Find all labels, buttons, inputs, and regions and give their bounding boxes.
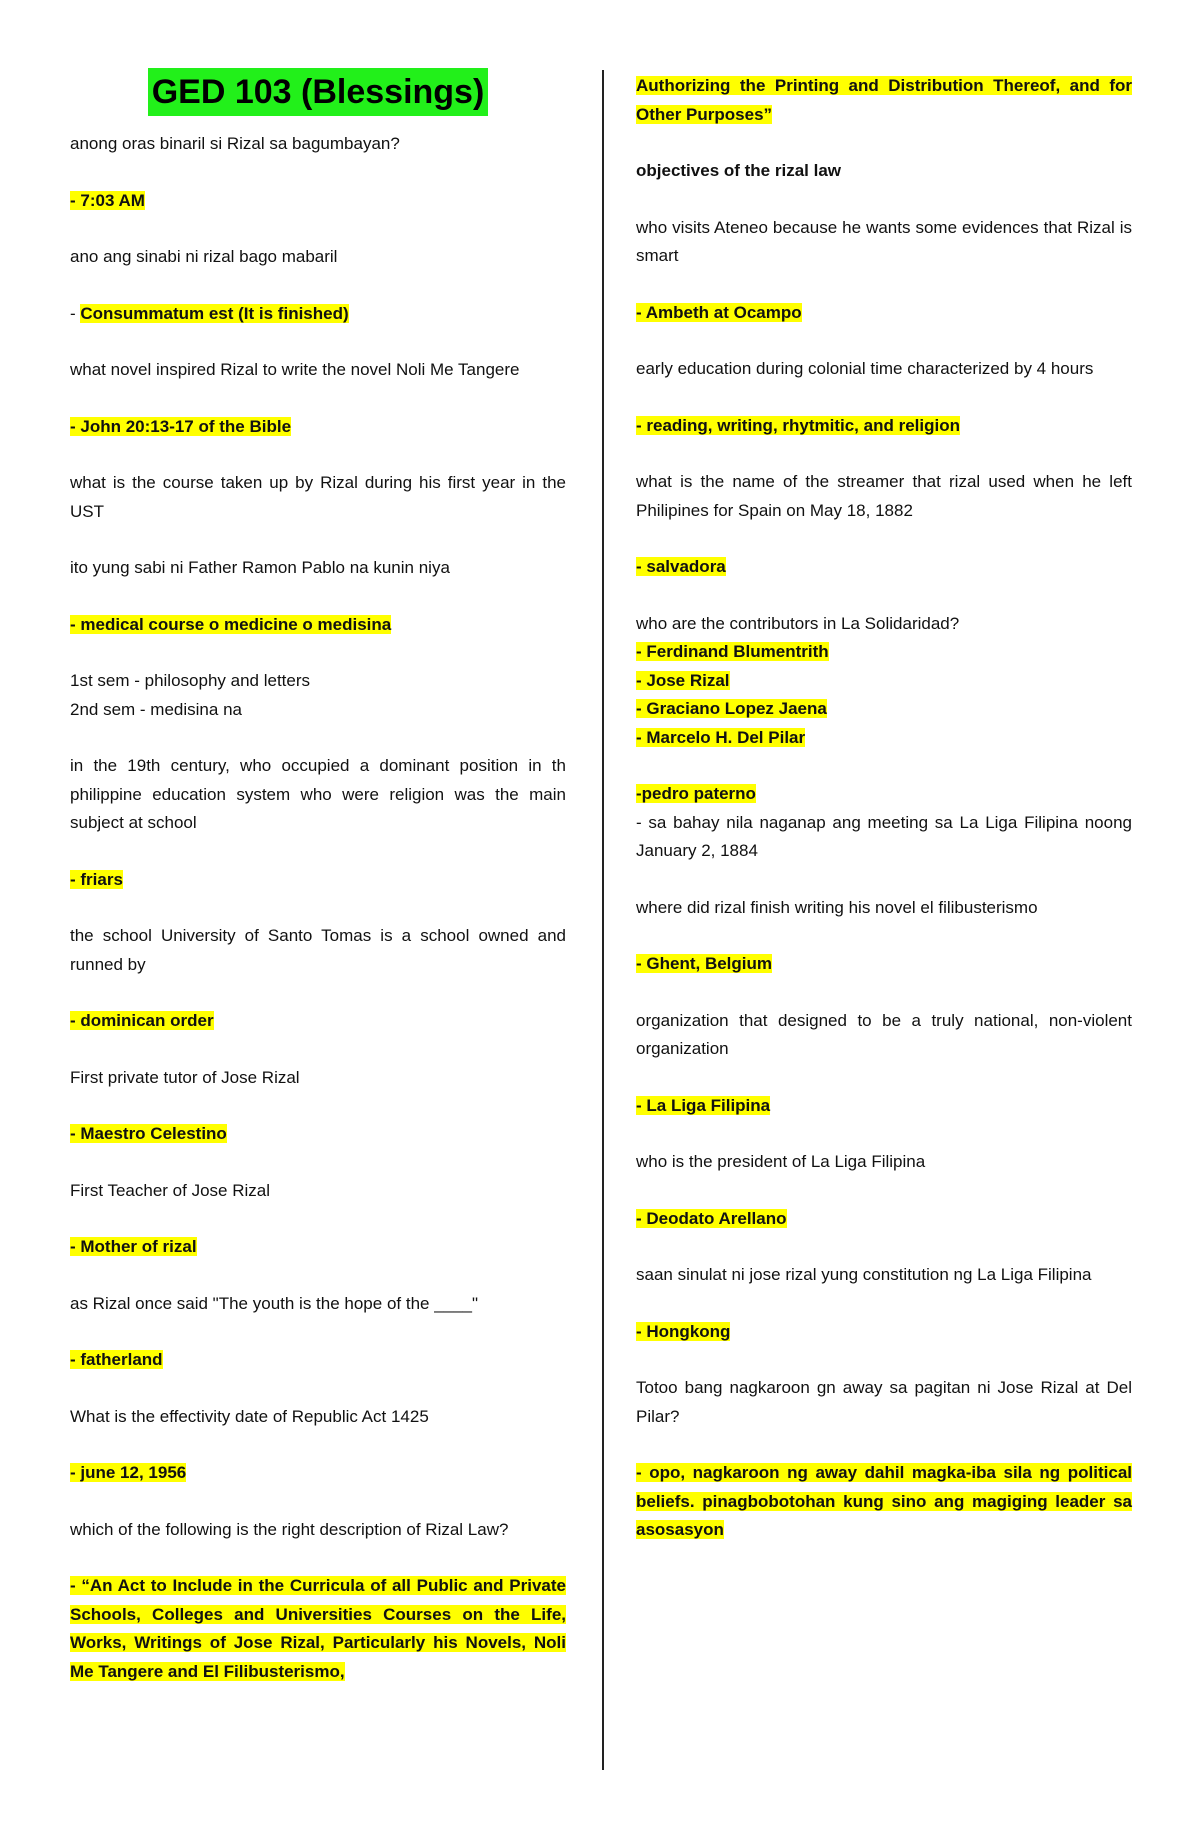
answer-highlight: - Mother of rizal [70,1237,197,1256]
question: saan sinulat ni jose rizal yung constitution ng La Liga Filipina [636,1265,1092,1284]
note: ito yung sabi ni Father Ramon Pablo na kunin niya [70,558,450,577]
answer-highlight: - Maestro Celestino [70,1124,227,1143]
answer [636,412,1132,441]
question: as Rizal once said "The youth is the hope of the ____" [70,1293,479,1313]
answer [70,1120,566,1149]
question: First private tutor of Jose Rizal [70,1067,300,1087]
answer [70,1346,566,1375]
answer [636,724,1132,753]
answer-highlight: - Marcelo H. Del Pilar [636,727,806,747]
answer-highlight: - Deodato Arellano [636,1208,787,1228]
answer-highlight: - John 20:13-17 of the Bible [70,416,292,436]
answer-highlight: - 7:03 AM [70,190,145,210]
question: what novel inspired Rizal to write the novel Noli Me Tangere [70,360,520,379]
answer [636,638,1132,667]
answer [70,1572,566,1686]
answer-highlight: - Ghent, Belgium [636,954,772,973]
answer [70,187,566,216]
answer [70,611,566,640]
answer-highlight: - reading, writing, rhytmitic, and religion [636,415,960,435]
answer-highlight: - friars [70,869,123,889]
answer [636,1092,1132,1121]
question: who visits Ateneo because he wants some evidences that Rizal is smart [636,217,1132,265]
answer [636,553,1132,582]
question: who is the president of La Liga Filipina [636,1152,926,1171]
answer-highlight: - “An Act to Include in the Curricula of all Public and Private Schools, Colleges and Universities Courses on the Life, Works, Writings of Jose Rizal, Particularly his Novels, Noli Me Tangere and El Filibusterismo, [70,1576,566,1681]
question: what is the course taken up by Rizal during his first year in the UST [70,473,566,521]
answer-highlight: - Hongkong [636,1321,731,1341]
answer-highlight: Authorizing the Printing and Distribution Thereof, and for Other Purposes” [636,76,1132,124]
answer-highlight: - opo, nagkaroon ng away dahil magka-iba sila ng political beliefs. pinagbobotohan kung sino ang magiging leader sa asosasyon [636,1463,1132,1539]
answer [636,1205,1132,1234]
answer [70,300,566,329]
answer-continued [636,72,1132,129]
answer-highlight: - medical course o medicine o medisina [70,614,392,634]
answer [636,667,1132,696]
question: ano ang sinabi ni rizal bago mabaril [70,247,338,266]
answer-highlight: - Graciano Lopez Jaena [636,699,827,718]
answer [636,1459,1132,1545]
question: Totoo bang nagkaroon gn away sa pagitan ni Jose Rizal at Del Pilar? [636,1378,1132,1426]
question: early education during colonial time characterized by 4 hours [636,359,1094,378]
note: - sa bahay nila naganap ang meeting sa La Liga Filipina noong January 2, 1884 [636,812,1132,860]
question: which of the following is the right description of Rizal Law? [70,1519,509,1539]
question: where did rizal finish writing his novel el filibusterismo [636,897,1038,917]
answer [70,866,566,895]
answer-highlight: - dominican order [70,1011,214,1030]
question: anong oras binaril si Rizal sa bagumbayan? [70,134,400,153]
answer [70,1459,566,1488]
question: what is the name of the streamer that rizal used when he left Philipines for Spain on May 18, 1882 [636,472,1132,520]
answer [636,299,1132,328]
note: 2nd sem - medisina na [70,699,242,719]
left-column [70,68,566,1714]
question: objectives of the rizal law [636,161,842,180]
document-title: GED 103 (Blessings) [148,68,489,116]
column-divider [602,70,604,1770]
answer [636,1318,1132,1347]
question: who are the contributors in La Solidaridad? [636,613,960,633]
answer-highlight: - june 12, 1956 [70,1463,187,1482]
question: organization that designed to be a truly national, non-violent organization [636,1010,1132,1058]
answer [636,695,1132,724]
answer-highlight: - salvadora [636,557,726,576]
answer-prefix: - [70,303,81,323]
answer-highlight: - La Liga Filipina [636,1095,771,1115]
answer [70,1233,566,1262]
answer-highlight: - Jose Rizal [636,670,730,690]
answer [70,1007,566,1036]
right-column [636,72,1132,1573]
answer-highlight: -pedro paterno [636,784,756,803]
answer-highlight: Consummatum est (It is finished) [80,303,349,323]
answer-highlight: - Ambeth at Ocampo [636,302,802,322]
answer [636,950,1132,979]
question: What is the effectivity date of Republic Act 1425 [70,1406,429,1426]
question: the school University of Santo Tomas is a school owned and runned by [70,926,566,974]
answer-highlight: - Ferdinand Blumentrith [636,642,829,661]
answer [636,780,1132,809]
note: 1st sem - philosophy and letters [70,671,311,690]
answer [70,413,566,442]
question: First Teacher of Jose Rizal [70,1180,270,1200]
title-wrap [70,68,566,116]
answer-highlight: - fatherland [70,1350,163,1369]
question: in the 19th century, who occupied a dominant position in th philippine education system who were religion was the main subject at school [70,756,566,832]
